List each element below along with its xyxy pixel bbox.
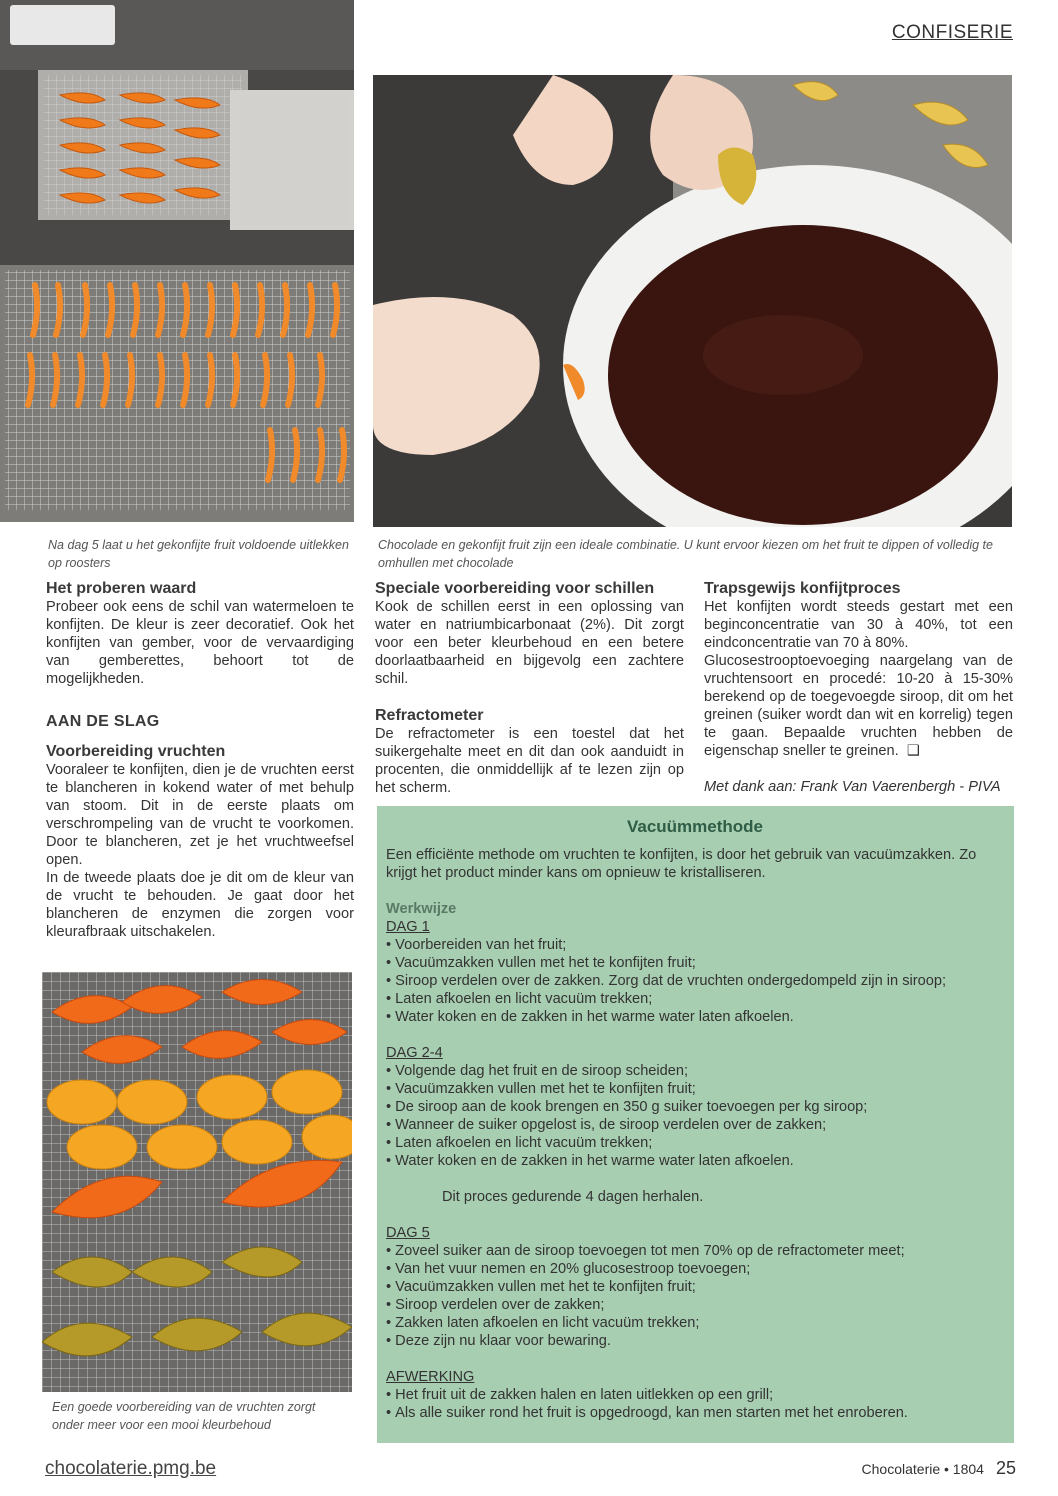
publication-name: Chocolaterie • 1804 (861, 1461, 984, 1477)
paragraph-blancheren: Vooraleer te konfijten, dien je de vruchten eerst te blancheren in kokend water of met behulp van stoom. Dit in de eerste plaats om verschrompeling van de vrucht te voorkomen. Door te blancheren, zet je het vruchtweefsel open. (46, 762, 354, 868)
list-item: • Laten afkoelen en licht vacuüm trekken; (386, 990, 1004, 1008)
paragraph-glucosestroop-text: Glucosestrooptoevoeging naargelang van de vruchtensoort en procedé: 10-20 à 15-30% berekend op de toegevoegde siroop, dit om het greinen (suiker wordt dan wit en korrelig) tegen te gaan. Bepaalde vruchten hebben de eigenschap sneller te greinen. (704, 653, 1013, 759)
heading-aan-de-slag: AAN DE SLAG (46, 713, 160, 730)
paragraph-glucosestroop (704, 652, 1013, 760)
caption-fruit-slices: Een goede voorbereiding van de vruchten zorgt onder meer voor een mooi kleurbehoud (52, 1400, 316, 1432)
list-item: • Vacuümzakken vullen met het te konfijten fruit; (386, 954, 1004, 972)
list-item: • Het fruit uit de zakken halen en laten uitlekken op een grill; (386, 1386, 1004, 1404)
page-footer (862, 1458, 1016, 1479)
list-item: • Wanneer de suiker opgelost is, de siroop verdelen over de zakken; (386, 1116, 1004, 1134)
list-item: • Als alle suiker rond het fruit is opgedroogd, kan men starten met het enroberen. (386, 1404, 1004, 1422)
box-werkwijze-heading: Werkwijze (386, 901, 457, 917)
box-day5-label: DAG 5 (386, 1225, 430, 1241)
heading-refractometer: Refractometer (375, 707, 484, 724)
box-day24-label: DAG 2-4 (386, 1045, 443, 1061)
box-day1-label: DAG 1 (386, 919, 430, 935)
paragraph-schillen: Kook de schillen eerst in een oplossing van water en natriumbicarbonaat (2%). Dit zorgt voor een beter kleurbehoud en een betere doorlaatbaarheid en bijgevolg een zachtere schil. (375, 599, 684, 687)
box-day5-list (386, 1242, 1004, 1350)
list-item: • Deze zijn nu klaar voor bewaring. (386, 1332, 1004, 1350)
heading-proberen-waard: Het proberen waard (46, 580, 197, 597)
list-item: • Voorbereiden van het fruit; (386, 936, 1004, 954)
photo-candied-fruit-slices (42, 972, 352, 1392)
heading-voorbereiding-schillen: Speciale voorbereiding voor schillen (375, 580, 655, 597)
list-item: • Volgende dag het fruit en de siroop scheiden; (386, 1062, 1004, 1080)
paragraph-kleur: In de tweede plaats doe je dit om de kleur van de vrucht te behouden. Je gaat door het blancheren de enzymen die zorgen voor kleurafbraak uitschakelen. (46, 870, 354, 940)
list-item: • Siroop verdelen over de zakken; (386, 1296, 1004, 1314)
box-day24-list (386, 1062, 1004, 1170)
box-intro: Een efficiënte methode om vruchten te konfijten, is door het gebruik van vacuümzakken. Zo krijgt het product minder kans om opnieuw te kristalliseren. (386, 847, 977, 881)
list-item: • Zoveel suiker aan de siroop toevoegen tot men 70% op de refractometer meet; (386, 1242, 1004, 1260)
box-afwerking-label: AFWERKING (386, 1369, 475, 1385)
photo-candied-peels-racks (0, 0, 354, 522)
heading-trapsgewijs: Trapsgewijs konfijtproces (704, 580, 901, 597)
section-label: CONFISERIE (891, 22, 1013, 43)
list-item: • Siroop verdelen over de zakken. Zorg dat de vruchten ondergedompeld zijn in siroop; (386, 972, 1004, 990)
vacuum-method-box (377, 806, 1014, 1443)
box-afwerking-list (386, 1386, 1004, 1422)
list-item: • Vacuümzakken vullen met het te konfijten fruit; (386, 1080, 1004, 1098)
acknowledgement: Met dank aan: Frank Van Vaerenbergh - PIVA (704, 779, 1001, 795)
list-item: • De siroop aan de kook brengen en 350 g suiker toevoegen per kg siroop; (386, 1098, 1004, 1116)
box-repeat-note: Dit proces gedurende 4 dagen herhalen. (442, 1189, 704, 1205)
list-item: • Vacuümzakken vullen met het te konfijten fruit; (386, 1278, 1004, 1296)
paragraph-proberen-waard: Probeer ook eens de schil van watermeloen te konfijten. De kleur is zeer decoratief. Ook het konfijten van gember, voor de vervaardiging van gemberettes, behoort tot de mogelijkheden. (46, 599, 354, 687)
column-2 (375, 579, 684, 797)
list-item: • Water koken en de zakken in het warme water laten afkoelen. (386, 1008, 1004, 1026)
paragraph-concentratie: Het konfijten wordt steeds gestart met een beginconcentratie van 30 à 40%, tot een eindconcentratie van 70 à 80%. (704, 599, 1013, 651)
paragraph-refractometer: De refractometer is een toestel dat het suikergehalte meet en dit dan ook aanduidt in procenten, die onmiddellijk af te lezen zijn op het scherm. (375, 726, 684, 796)
column-3 (704, 579, 1013, 796)
heading-voorbereiding-vruchten: Voorbereiding vruchten (46, 743, 226, 760)
box-day1-list (386, 936, 1004, 1026)
list-item: • Zakken laten afkoelen en licht vacuüm trekken; (386, 1314, 1004, 1332)
box-title: Vacuümmethode (626, 817, 764, 836)
caption-peels-racks: Na dag 5 laat u het gekonfijte fruit voldoende uitlekken op roosters (48, 538, 349, 570)
list-item: • Water koken en de zakken in het warme water laten afkoelen. (386, 1152, 1004, 1170)
website-link[interactable]: chocolaterie.pmg.be (45, 1458, 217, 1479)
caption-chocolate-dipping: Chocolade en gekonfijt fruit zijn een ideale combinatie. U kunt ervoor kiezen om het fruit te dippen of volledig te omhullen met chocolade (378, 538, 993, 570)
column-1 (46, 579, 354, 941)
photo-chocolate-dipping (373, 75, 1012, 527)
end-mark-icon: ❑ (906, 743, 920, 759)
list-item: • Laten afkoelen en licht vacuüm trekken; (386, 1134, 1004, 1152)
page-number: 25 (995, 1458, 1016, 1478)
list-item: • Van het vuur nemen en 20% glucosestroop toevoegen; (386, 1260, 1004, 1278)
